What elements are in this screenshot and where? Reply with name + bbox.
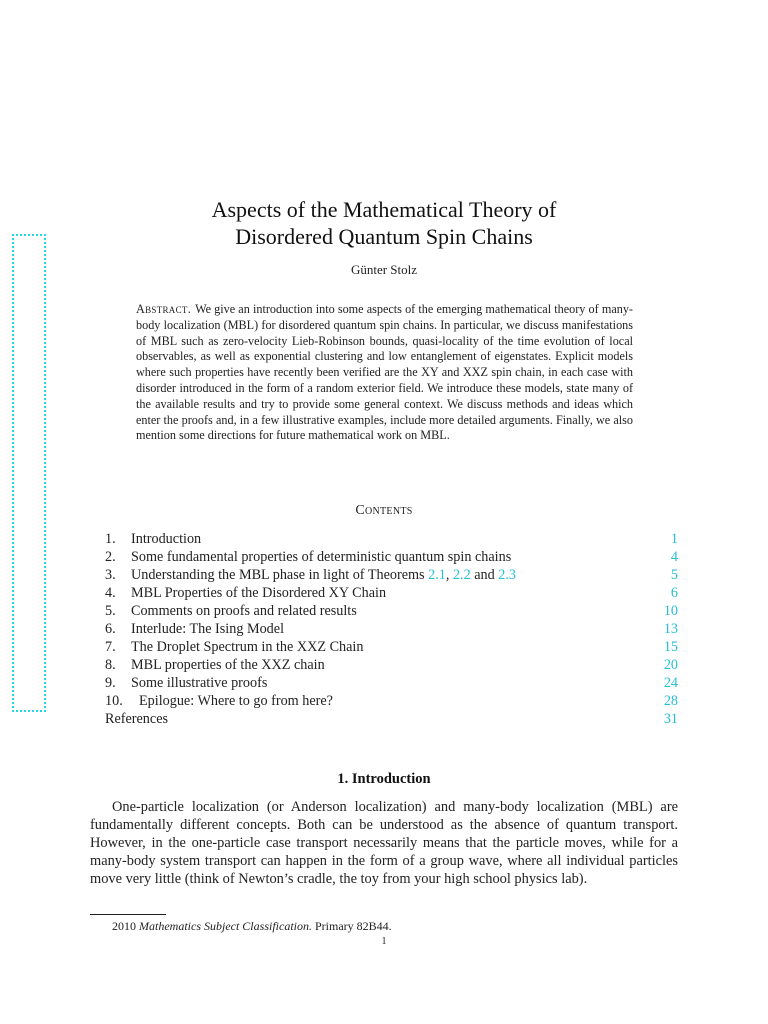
toc-title: Interlude: The Ising Model [131, 621, 285, 637]
abstract-label: Abstract. [136, 302, 192, 316]
toc-number: 6. [105, 621, 116, 637]
toc-title: Epilogue: Where to go from here? [139, 693, 333, 709]
toc-number: 3. [105, 567, 116, 583]
toc-number: 1. [105, 531, 116, 547]
toc-separator: and [470, 567, 499, 583]
title-line-2: Disordered Quantum Spin Chains [235, 224, 533, 249]
toc-entry-7[interactable] [105, 638, 678, 656]
abstract [136, 302, 633, 444]
toc-entry-6[interactable] [105, 620, 678, 638]
toc-number: 4. [105, 585, 116, 601]
author-name: Günter Stolz [350, 262, 418, 277]
page-number: 1 [381, 936, 387, 947]
toc-entry-10[interactable] [105, 692, 678, 710]
toc-title: The Droplet Spectrum in the XXZ Chain [131, 639, 364, 655]
toc-page-link[interactable]: 4 [670, 549, 678, 565]
toc-entry-8[interactable] [105, 656, 678, 674]
toc-page-link[interactable]: 31 [663, 711, 678, 727]
toc-entry-4[interactable] [105, 584, 678, 602]
toc-entry-5[interactable] [105, 602, 678, 620]
toc-number: 7. [105, 639, 116, 655]
toc-entry-3[interactable] [105, 566, 678, 584]
toc-entry-9[interactable] [105, 674, 678, 692]
abstract-text: We give an introduction into some aspects of the emerging mathematical theory of many-body localization (MBL) for disordered quantum spin chains. In particular, we discuss manifestations of MBL such as zero-velocity Lieb-Robinson bounds, quasi-locality of the time evolution of local observables, as well as exponential clustering and low entanglement of eigenstates. Explicit models where such properties have recently been verified are the XY and XXZ spin chain, in each case with disorder introduced in the form of a random exterior field. We introduce these models, state many of the available results and try to provide some general context. We discuss methods and ideas which enter the proofs and, in a few illustrative examples, include more detailed arguments. Finally, we also mention some directions for future mathematical work on MBL. [136, 302, 633, 443]
toc-number: 2. [105, 549, 116, 565]
toc-page-link[interactable]: 10 [663, 603, 678, 619]
footnote-msc: Mathematics Subject Classification. [139, 919, 312, 933]
toc-title: MBL properties of the XXZ chain [131, 657, 325, 673]
toc-number: 10. [105, 693, 123, 709]
toc-number: 8. [105, 657, 116, 673]
title-line-1: Aspects of the Mathematical Theory of [211, 197, 557, 222]
toc-entry-2[interactable] [105, 548, 678, 566]
toc-page-link[interactable]: 20 [663, 657, 678, 673]
toc-page-link[interactable]: 1 [670, 531, 678, 547]
toc-number: 5. [105, 603, 116, 619]
toc-title: Introduction [131, 531, 202, 547]
footnote-year: 2010 [112, 919, 136, 933]
margin-annotation-box [12, 234, 46, 712]
toc-number: 9. [105, 675, 116, 691]
footnote [112, 919, 392, 934]
toc-page-link[interactable]: 28 [663, 693, 678, 709]
footnote-divider [90, 914, 166, 915]
theorem-link-2-3[interactable]: 2.3 [498, 567, 516, 583]
toc-title: References [105, 711, 169, 727]
toc-entry-1[interactable] [105, 530, 678, 548]
toc-page-link[interactable]: 5 [670, 567, 678, 583]
toc-title: Comments on proofs and related results [131, 603, 357, 619]
section-heading: 1. Introduction [337, 771, 431, 787]
toc-page-link[interactable]: 24 [663, 675, 678, 691]
toc-page-link[interactable]: 6 [670, 585, 678, 601]
toc-page-link[interactable]: 13 [663, 621, 678, 637]
table-of-contents [105, 530, 678, 728]
intro-paragraph: One-particle localization (or Anderson localization) and many-body localization (MBL) are fundamentally different concepts. Both can be understood as the absence of quantum transport. However, in the one-particle case transport necessarily means that the particle moves, while for a many-body system transport can happen in the form of a group wave, where all individual particles move very little (think of Newton’s cradle, the toy from your high school physics lab). [90, 799, 678, 887]
toc-separator: , [445, 567, 453, 583]
toc-title: Some illustrative proofs [131, 675, 268, 691]
toc-title: MBL Properties of the Disordered XY Chain [131, 585, 387, 601]
toc-entry-references[interactable] [105, 710, 678, 728]
theorem-link-2-1[interactable]: 2.1 [428, 567, 446, 583]
toc-page-link[interactable]: 15 [663, 639, 678, 655]
theorem-link-2-2[interactable]: 2.2 [452, 567, 471, 583]
toc-title: Understanding the MBL phase in light of Theorems [131, 567, 429, 583]
paper-title [0, 196, 768, 250]
toc-title: Some fundamental properties of deterministic quantum spin chains [131, 549, 512, 565]
footnote-primary: Primary 82B44. [314, 919, 392, 933]
contents-heading: Contents [355, 503, 413, 518]
